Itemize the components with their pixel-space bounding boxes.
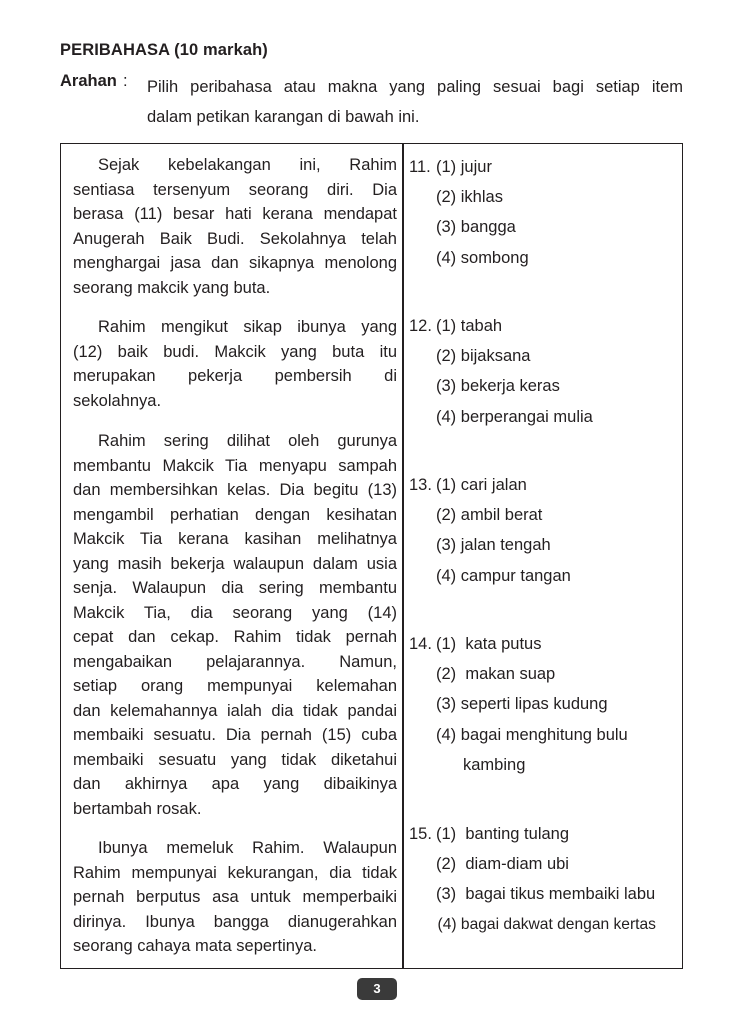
option-row <box>409 822 679 852</box>
option-text: kata putus <box>465 635 542 653</box>
passage-line: Sejak kebelakangan ini, Rahim <box>98 156 397 174</box>
passage-line: cepat dan cekap. Rahim tidak pernah <box>73 628 397 646</box>
option-number: (3) <box>436 377 457 396</box>
passage-paragraph-3 <box>73 429 397 821</box>
passage-line: Rahim mengikut sikap ibunya yang <box>98 318 397 336</box>
option-row <box>409 215 679 245</box>
option-row <box>409 632 679 662</box>
passage-line: dan membersihkan kelas. Dia begitu (13) <box>73 481 397 499</box>
option-row <box>409 344 679 374</box>
option-number: (3) <box>436 695 457 714</box>
option-text: diam-diam ubi <box>465 855 569 874</box>
passage-paragraph-2 <box>73 315 397 413</box>
question-13 <box>409 473 679 594</box>
question-15 <box>409 822 679 943</box>
option-number: (2) <box>436 188 457 207</box>
option-number: (1) <box>436 158 457 176</box>
passage-line: Anugerah Baik Budi. Sekolahnya telah <box>73 229 397 248</box>
option-number: (3) <box>436 218 457 237</box>
option-row <box>409 246 679 276</box>
option-number: (4) <box>436 407 457 426</box>
passage-line: Ibunya memeluk Rahim. Walaupun <box>98 839 397 857</box>
passage-line: setiap orang mempunyai kelemahan <box>73 677 397 695</box>
question-number: 13. <box>409 476 432 494</box>
option-number: (2) <box>436 665 457 684</box>
question-number: 11. <box>409 158 431 176</box>
passage-line: senja. Walaupun dia sering membantu <box>73 579 397 597</box>
passage-line: dirinya. Ibunya bangga dianugerahkan <box>73 912 397 931</box>
instruction-colon: : <box>123 72 128 90</box>
option-text: bagai menghitung bulu <box>460 725 628 744</box>
passage-line: dan kelemahannya ialah dia tidak pandai <box>73 701 397 720</box>
option-number: (4) <box>436 725 457 744</box>
passage-line: berasa (11) besar hati kerana mendapat <box>73 205 397 223</box>
column-divider <box>402 143 404 969</box>
passage-line: seorang cahaya mata sepertinya. <box>73 937 317 955</box>
option-row <box>409 405 679 435</box>
option-number: (4) <box>436 248 457 267</box>
passage-line: (12) baik budi. Makcik yang buta itu <box>73 342 397 361</box>
option-row <box>409 155 679 185</box>
option-number: (1) <box>436 476 457 494</box>
option-number: (3) <box>436 536 457 555</box>
page-number-badge: 3 <box>357 978 397 1000</box>
option-row <box>409 662 679 692</box>
option-number: (1) <box>436 635 457 653</box>
passage-line: bertambah rosak. <box>73 799 202 818</box>
option-text: ambil berat <box>460 506 543 525</box>
option-text: cari jalan <box>460 476 527 494</box>
passage-line: Makcik Tia kerana kasihan melihatnya <box>73 530 397 548</box>
option-text: banting tulang <box>465 825 570 843</box>
passage-line: membantu Makcik Tia menyapu sampah <box>73 456 397 475</box>
option-number: (2) <box>436 506 457 525</box>
option-text: tabah <box>460 317 503 335</box>
option-row <box>409 503 679 533</box>
passage-line: membaiki sesuatu yang tidak diketahui <box>73 750 397 769</box>
option-text: seperti lipas kudung <box>460 695 608 714</box>
passage-paragraph-4 <box>73 836 397 959</box>
passage-paragraph-1 <box>73 153 397 300</box>
question-12 <box>409 314 679 435</box>
passage-line: dan akhirnya apa yang dibaikinya <box>73 775 397 793</box>
question-number: 12. <box>409 317 432 335</box>
passage-line: mengambil perhatian dengan kesihatan <box>73 505 397 524</box>
option-text: bagai dakwat dengan kertas <box>460 915 656 933</box>
option-text: bagai tikus membaiki labu <box>465 885 656 904</box>
option-text: makan suap <box>465 665 556 684</box>
instruction-text <box>147 72 683 132</box>
option-text: bijaksana <box>460 347 531 366</box>
option-row <box>409 533 679 563</box>
option-continuation: kambing <box>463 755 526 774</box>
passage-line: sekolahnya. <box>73 391 162 410</box>
option-row <box>409 913 679 943</box>
instruction-line: Pilih peribahasa atau makna yang paling sesuai bagi setiap item <box>147 78 683 96</box>
instruction-line: dalam petikan karangan di bawah ini. <box>147 108 420 126</box>
option-number: (3) <box>436 885 457 904</box>
passage-line: merupakan pekerja pembersih di <box>73 367 397 385</box>
question-number: 14. <box>409 635 432 653</box>
option-number: (2) <box>436 347 457 366</box>
question-11 <box>409 155 679 276</box>
option-row <box>409 374 679 404</box>
passage-line: yang masih bekerja walaupun dalam usia <box>73 554 397 573</box>
passage-line: pernah berputus asa untuk memperbaiki <box>73 888 397 906</box>
option-text: ikhlas <box>460 188 503 207</box>
passage-line: Makcik Tia, dia seorang yang (14) <box>73 603 397 622</box>
option-number: (4) <box>437 915 457 933</box>
option-row <box>409 314 679 344</box>
option-number: (2) <box>436 855 457 874</box>
option-row <box>409 882 679 912</box>
passage-line: menghargai jasa dan sikapnya menolong <box>73 254 397 272</box>
question-number: 15. <box>409 825 432 843</box>
option-row <box>409 473 679 503</box>
passage-line: seorang makcik yang buta. <box>73 278 271 297</box>
option-row <box>409 564 679 594</box>
option-text: jujur <box>460 158 492 176</box>
passage-line: Rahim sering dilihat oleh gurunya <box>98 432 397 450</box>
passage-line: mengabaikan pelajarannya. Namun, <box>73 652 397 671</box>
option-number: (1) <box>436 317 457 335</box>
option-text: sombong <box>460 248 529 267</box>
option-row <box>409 185 679 215</box>
passage-line: Rahim mempunyai kekurangan, dia tidak <box>73 863 397 882</box>
option-text: campur tangan <box>460 566 571 585</box>
section-title: PERIBAHASA (10 markah) <box>60 41 268 59</box>
option-row <box>409 692 679 722</box>
option-row <box>409 852 679 882</box>
passage-line: membaiki sesuatu. Dia pernah (15) cuba <box>73 726 397 744</box>
option-text: jalan tengah <box>460 536 551 555</box>
question-14 <box>409 632 679 783</box>
option-row <box>409 723 679 753</box>
passage-line: sentiasa tersenyum seorang diri. Dia <box>73 180 397 199</box>
instruction-label: Arahan <box>60 72 117 90</box>
option-text: berperangai mulia <box>460 407 593 426</box>
option-text: bekerja keras <box>460 377 560 396</box>
option-number: (4) <box>436 566 457 585</box>
option-text: bangga <box>460 218 516 237</box>
option-number: (1) <box>436 825 457 843</box>
